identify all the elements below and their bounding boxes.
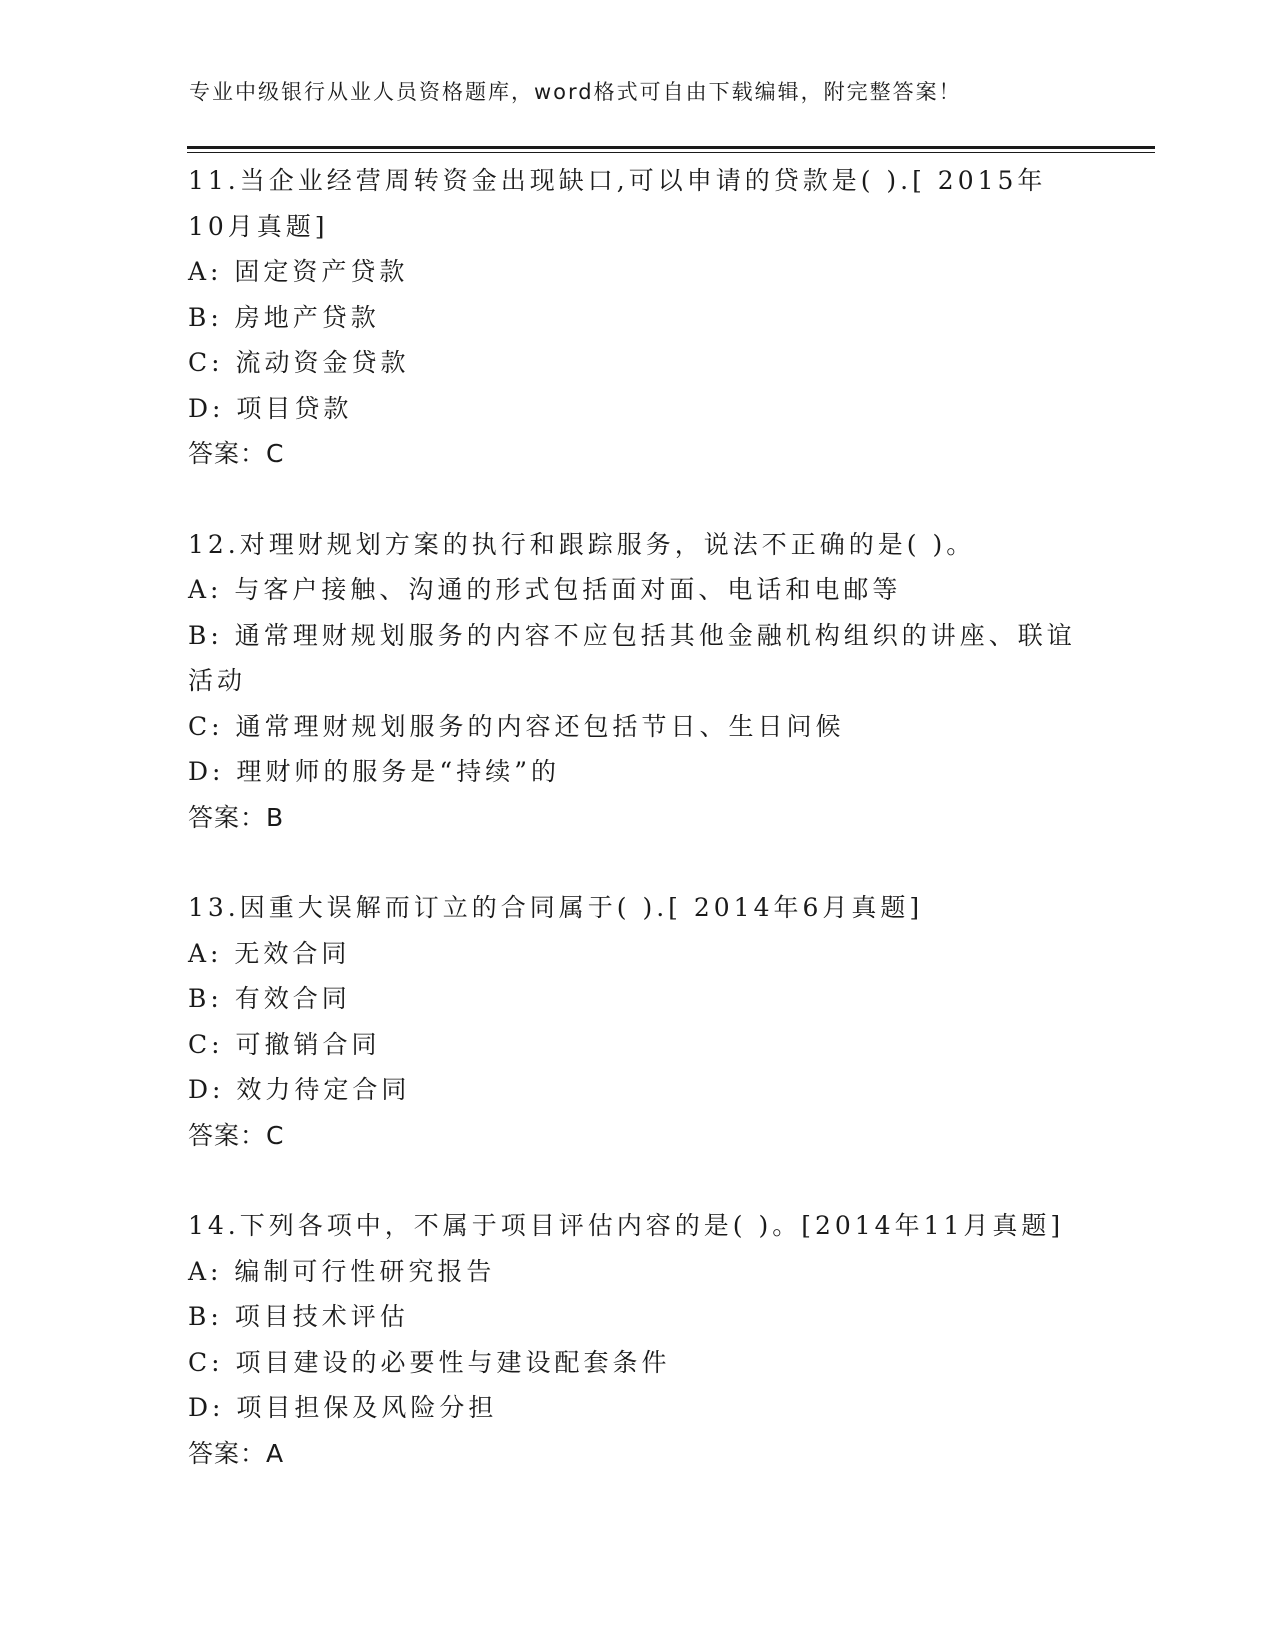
header-rule (187, 146, 1155, 153)
option-a: A: 固定资产贷款 (188, 257, 409, 286)
question-list (188, 158, 1088, 1521)
option-b: B: 房地产贷款 (188, 302, 380, 332)
answer: 答案：A (188, 1438, 285, 1468)
option-d: D: 理财师的服务是“持续”的 (188, 757, 560, 786)
option-b: B: 项目技术评估 (188, 1302, 409, 1331)
option-d: D: 项目担保及风险分担 (188, 1393, 498, 1422)
question-14 (188, 1203, 1088, 1476)
question-12 (188, 522, 1088, 841)
page-header: 专业中级银行从业人员资格题库，word格式可自由下载编辑，附完整答案！ (189, 80, 962, 104)
option-b: B: 通常理财规划服务的内容不应包括其他金融机构组织的讲座、联谊 (188, 620, 1076, 650)
question-stem: 12.对理财规划方案的执行和跟踪服务，说法不正确的是( )。 (188, 529, 976, 559)
question-stem: 14.下列各项中，不属于项目评估内容的是( )。[2014年11月真题] (188, 1211, 1065, 1240)
option-a: A: 无效合同 (188, 938, 351, 968)
option-b-continued: 活动 (188, 666, 247, 695)
option-c: C: 流动资金贷款 (188, 348, 410, 377)
option-d: D: 项目贷款 (188, 393, 353, 423)
option-a: A: 与客户接触、沟通的形式包括面对面、电话和电邮等 (188, 575, 902, 604)
question-stem: 10月真题] (188, 211, 329, 241)
question-stem: 13.因重大误解而订立的合同属于( ).[ 2014年6月真题] (188, 893, 924, 922)
question-13 (188, 885, 1088, 1158)
option-c: C: 通常理财规划服务的内容还包括节日、生日问候 (188, 711, 845, 741)
option-c: C: 可撤销合同 (188, 1029, 381, 1059)
question-11 (188, 158, 1088, 477)
option-d: D: 效力待定合同 (188, 1075, 411, 1104)
option-b: B: 有效合同 (188, 984, 351, 1013)
answer: 答案：B (188, 802, 285, 832)
answer: 答案：C (188, 1120, 285, 1150)
question-stem: 11.当企业经营周转资金出现缺口,可以申请的贷款是( ).[ 2015年 (188, 166, 1047, 195)
answer: 答案：C (188, 439, 285, 468)
option-c: C: 项目建设的必要性与建设配套条件 (188, 1347, 671, 1377)
option-a: A: 编制可行性研究报告 (188, 1256, 496, 1286)
